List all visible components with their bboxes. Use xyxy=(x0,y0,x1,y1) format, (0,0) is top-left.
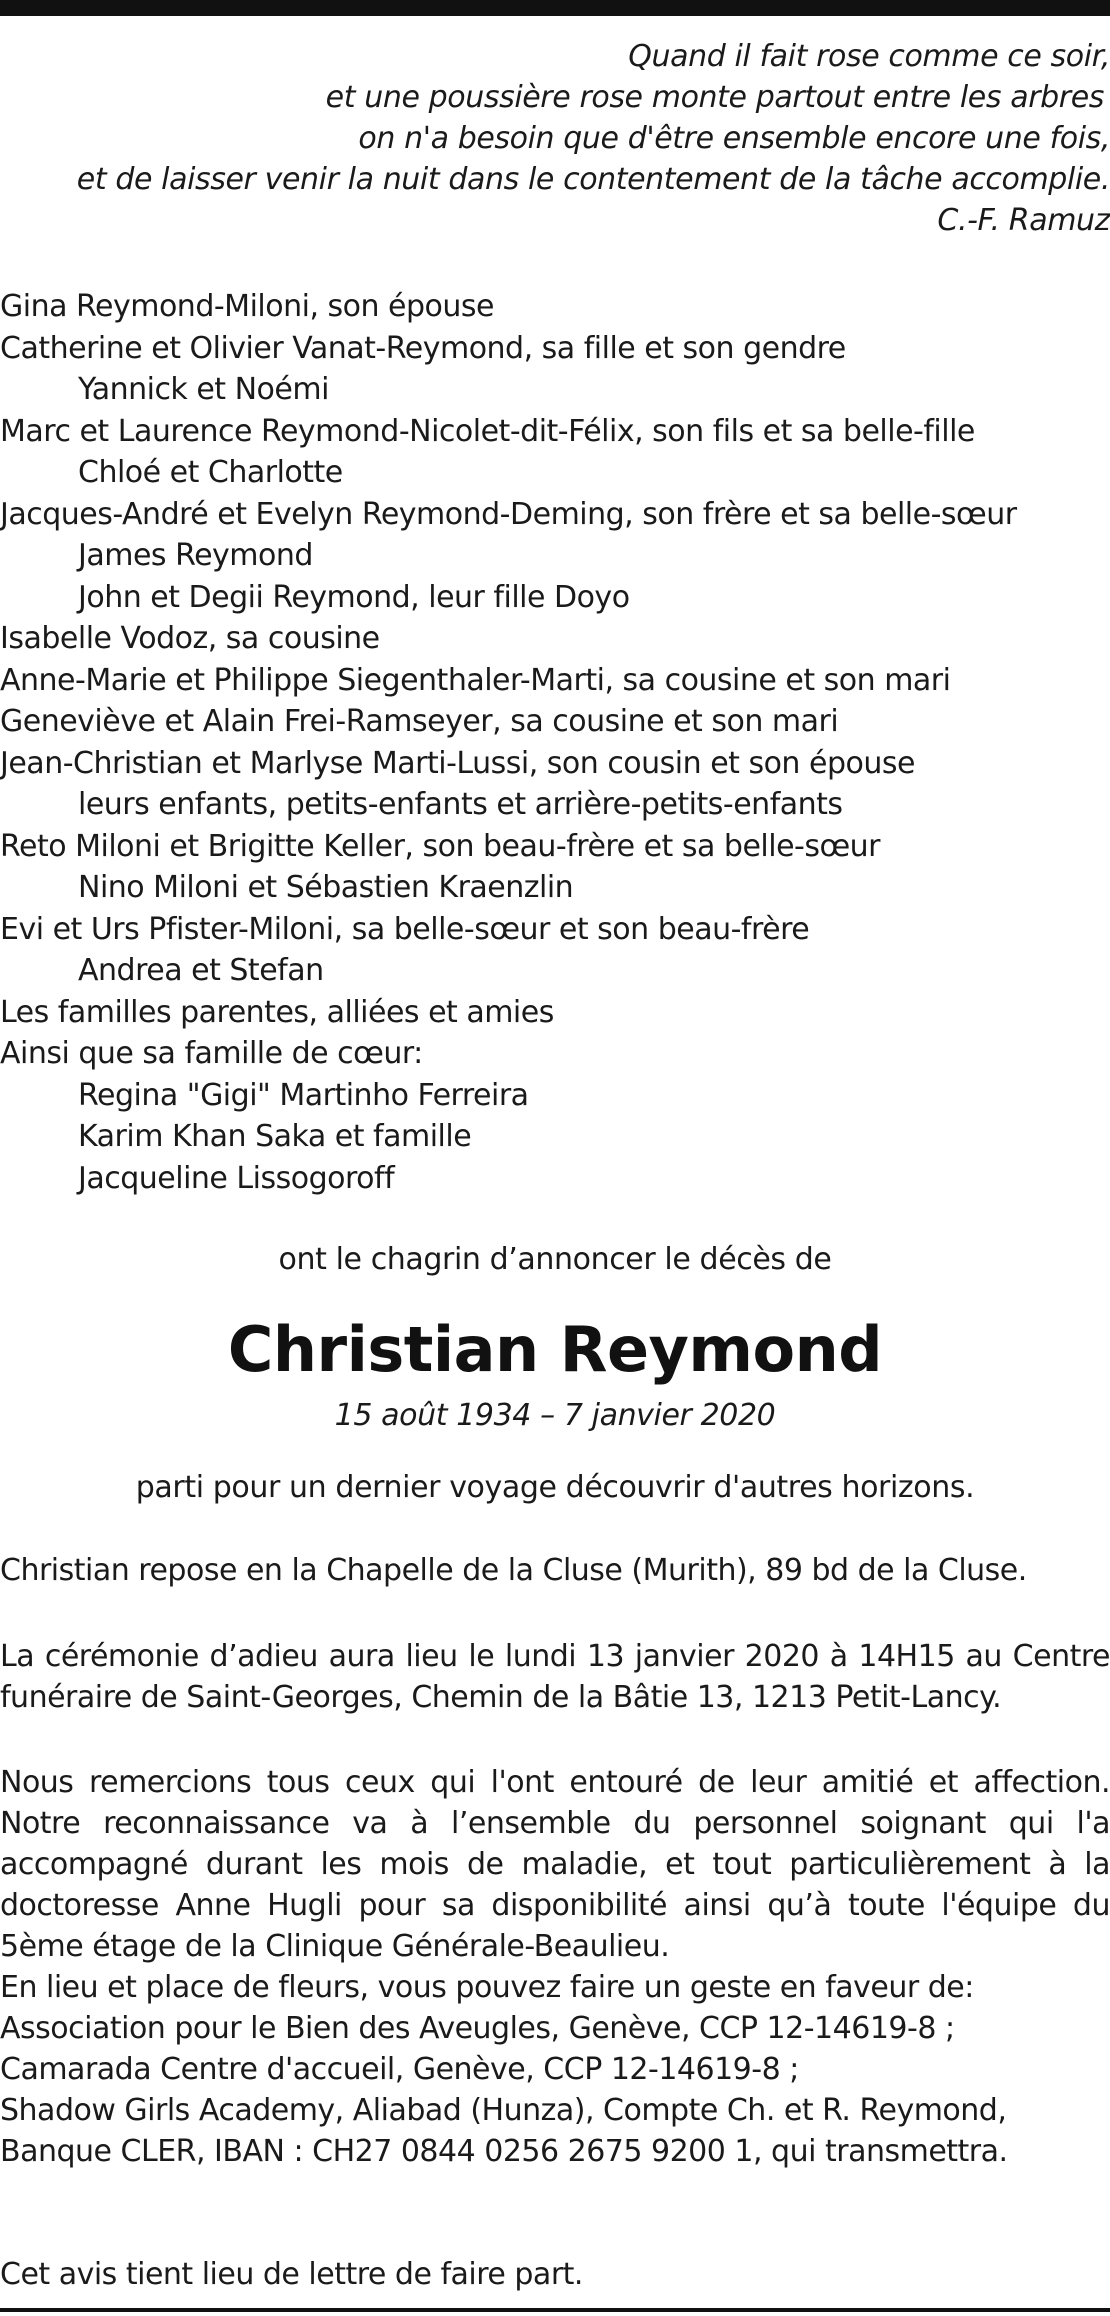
announcement: ont le chagrin d’annoncer le décès de xyxy=(278,1242,832,1277)
thanks-line: 5ème étage de la Clinique Générale-Beaulieu. xyxy=(0,1929,670,1964)
family-member-line: Andrea et Stefan xyxy=(78,953,324,988)
family-member-line: Jacqueline Lissogoroff xyxy=(78,1160,395,1196)
family-member-line: Chloé et Charlotte xyxy=(78,455,343,490)
family-member-line: Regina "Gigi" Martinho Ferreira xyxy=(78,1077,529,1113)
poem-line: et de laisser venir la nuit dans le contentement de la tâche accomplie. xyxy=(76,162,1110,197)
family-member-line: leurs enfants, petits-enfants et arrière-petits-enfants xyxy=(78,787,843,822)
family-member-line: Les familles parentes, alliées et amies xyxy=(0,994,554,1030)
donations-line: Camarada Centre d'accueil, Genève, CCP 12-14619-8 ; xyxy=(0,2052,799,2087)
deceased-name: Christian Reymond xyxy=(227,1313,883,1386)
family-member-line: Yannick et Noémi xyxy=(78,372,329,407)
donations-line: Association pour le Bien des Aveugles, Genève, CCP 12-14619-8 ; xyxy=(0,2011,955,2046)
family-member-line: Isabelle Vodoz, sa cousine xyxy=(0,621,380,656)
donations-line: Shadow Girls Academy, Aliabad (Hunza), Compte Ch. et R. Reymond, xyxy=(0,2093,1007,2128)
closing-line: Cet avis tient lieu de lettre de faire part. xyxy=(0,2257,583,2292)
family-member-line: Jean-Christian et Marlyse Marti-Lussi, son cousin et son épouse xyxy=(0,745,915,781)
family-member-line: Gina Reymond-Miloni, son épouse xyxy=(0,289,495,324)
family-member-line: Evi et Urs Pfister-Miloni, sa belle-sœur et son beau-frère xyxy=(0,911,810,947)
thanks-paragraph xyxy=(0,1762,1110,1967)
top-rule xyxy=(0,0,1110,16)
family-member-line: Jacques-André et Evelyn Reymond-Deming, son frère et sa belle-sœur xyxy=(0,496,1017,532)
family-member-line: Anne-Marie et Philippe Siegenthaler-Marti, sa cousine et son mari xyxy=(0,662,951,698)
thanks-line: Nous remercions tous ceux qui l'ont entouré de leur amitié et affection. xyxy=(0,1765,1110,1800)
poem-epigraph xyxy=(10,36,1110,241)
poem-line: on n'a besoin que d'être ensemble encore une fois, xyxy=(358,121,1110,156)
family-member-line: Ainsi que sa famille de cœur: xyxy=(0,1036,423,1071)
family-member-line: Reto Miloni et Brigitte Keller, son beau-frère et sa belle-sœur xyxy=(0,828,881,864)
family-member-line: John et Degii Reymond, leur fille Doyo xyxy=(78,579,630,615)
ceremony-line: La cérémonie d’adieu aura lieu le lundi 13 janvier 2020 à 14H15 au Centre xyxy=(0,1639,1110,1674)
family-member-line: James Reymond xyxy=(78,538,313,573)
family-member-line: Catherine et Olivier Vanat-Reymond, sa fille et son gendre xyxy=(0,330,846,366)
ceremony-line: funéraire de Saint-Georges, Chemin de la Bâtie 13, 1213 Petit-Lancy. xyxy=(0,1680,1002,1715)
poem-author: C.-F. Ramuz xyxy=(937,203,1110,238)
donations-line: En lieu et place de fleurs, vous pouvez faire un geste en faveur de: xyxy=(0,1970,974,2005)
thanks-line: Notre reconnaissance va à l’ensemble du personnel soignant qui l'a xyxy=(0,1806,1110,1841)
bottom-rule xyxy=(0,2308,1110,2312)
thanks-line: accompagné durant les mois de maladie, et tout particulièrement à la xyxy=(0,1847,1110,1882)
thanks-line: doctoresse Anne Hugli pour sa disponibilité ainsi qu’à toute l'équipe du xyxy=(0,1888,1110,1923)
rest-line: Christian repose en la Chapelle de la Cluse (Murith), 89 bd de la Cluse. xyxy=(0,1553,1027,1588)
poem-line: et une poussière rose monte partout entre les arbres xyxy=(325,80,1104,115)
ceremony-paragraph xyxy=(0,1636,1110,1718)
family-member-line: Geneviève et Alain Frei-Ramseyer, sa cousine et son mari xyxy=(0,704,839,739)
closing-paragraph xyxy=(0,2254,1110,2295)
family-member-line: Karim Khan Saka et famille xyxy=(78,1119,472,1154)
poem-line: Quand il fait rose comme ce soir, xyxy=(628,39,1110,74)
donations-paragraph xyxy=(0,1967,1110,2172)
family-list xyxy=(0,286,1110,1199)
donations-line: Banque CLER, IBAN : CH27 0844 0256 2675 9200 1, qui transmettra. xyxy=(0,2134,1008,2169)
life-dates: 15 août 1934 – 7 janvier 2020 xyxy=(334,1398,776,1433)
voyage-text: parti pour un dernier voyage découvrir d'autres horizons. xyxy=(135,1470,975,1505)
family-member-line: Marc et Laurence Reymond-Nicolet-dit-Félix, son fils et sa belle-fille xyxy=(0,413,975,449)
rest-paragraph xyxy=(0,1550,1110,1591)
family-member-line: Nino Miloni et Sébastien Kraenzlin xyxy=(78,870,574,905)
